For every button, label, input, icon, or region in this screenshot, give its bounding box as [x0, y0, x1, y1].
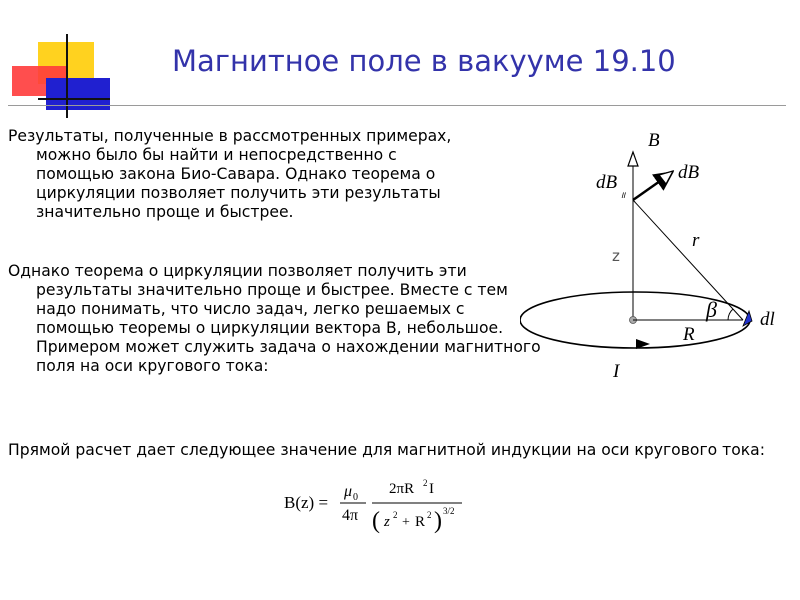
- label-z: z: [612, 247, 620, 265]
- biot-savart-formula: [284, 468, 484, 538]
- formula-power: 3/2: [443, 506, 455, 516]
- formula-paren-close: ): [434, 508, 442, 534]
- formula-lhs: B(z) =: [284, 493, 329, 512]
- label-I: I: [613, 361, 620, 382]
- beta-arc: [728, 309, 733, 320]
- label-dl: dl: [760, 309, 775, 330]
- formula-R: R: [415, 514, 426, 530]
- formula-numerator: 2πR: [389, 481, 415, 497]
- r-line: [633, 200, 743, 320]
- paragraph-2: Однако теорема о циркуляции позволяет получить эти результаты значительно проще и быстрее. Вместе с тем надо понимать, что число задач, легко решаемых с помощью теоремы о циркуляции вектора B, небольшое. Примером может служить задача о нахождении магнитного поля на оси кругового тока:: [8, 262, 541, 375]
- label-beta: β: [706, 297, 717, 322]
- formula-numerator-exp: 2: [423, 478, 428, 488]
- formula-z-exp: 2: [393, 510, 398, 520]
- formula-plus: +: [402, 515, 410, 530]
- label-db: dB: [678, 162, 700, 183]
- formula-mu-sub: 0: [353, 492, 358, 503]
- formula-numerator-I: I: [429, 481, 434, 497]
- slide-logo-decoration: [0, 0, 130, 125]
- slide-title: Магнитное поле в вакууме 19.10: [172, 44, 676, 78]
- formula-R-exp: 2: [427, 510, 432, 520]
- formula-paren-open: (: [372, 508, 380, 534]
- formula-z: z: [384, 514, 390, 530]
- b-vector-arrowhead: [628, 152, 638, 166]
- circular-current-diagram: [520, 118, 795, 388]
- label-db-parallel-sub: ॥: [620, 190, 626, 200]
- formula-four-pi: 4π: [342, 507, 359, 524]
- db-vector-arrowhead: [659, 171, 673, 184]
- title-divider: [8, 105, 786, 106]
- label-r: r: [692, 230, 700, 251]
- paragraph-3: Прямой расчет дает следующее значение для магнитной индукции на оси кругового тока:: [8, 441, 765, 459]
- paragraph-1: Результаты, полученные в рассмотренных примерах, можно было бы найти и непосредственно с помощью закона Био-Савара. Однако теорема о циркуляции позволяет получить эти результаты значительно проще и быстрее.: [8, 127, 452, 221]
- label-R: R: [683, 324, 695, 345]
- label-db-parallel: dB: [596, 172, 618, 193]
- formula-mu: μ: [344, 483, 353, 500]
- label-b: B: [648, 130, 660, 151]
